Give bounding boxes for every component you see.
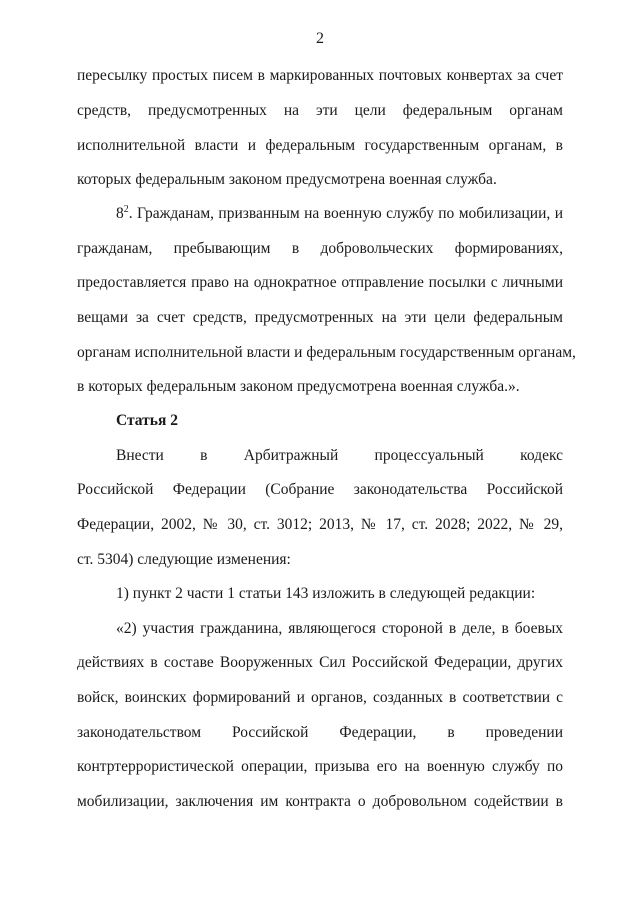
paragraph-2-line-1-text: . Гражданам, призванным на военную службу по мобилизации, и [128,205,563,222]
paragraph-2-line-1 [116,204,563,224]
page-number: 2 [316,30,324,47]
paragraph-3-line-4: ст. 5304) следующие изменения: [77,551,291,568]
paragraph-3-line-1: Внести в Арбитражный процессуальный кодекс [116,447,563,464]
paragraph-2-line-3: предоставляется право на однократное отправление посылки с личными [77,274,563,291]
paragraph-3-line-2: Российской Федерации (Собрание законодательства Российской [77,481,563,498]
paragraph-5-line-3: войск, воинских формирований и органов, созданных в соответствии с [77,689,563,706]
article-heading: Статья 2 [116,412,178,429]
paragraph-1-line-2: средств, предусмотренных на эти цели федеральным органам [77,102,563,119]
paragraph-4: 1) пункт 2 части 1 статьи 143 изложить в следующей редакции: [116,585,536,602]
paragraph-5-line-2: действиях в составе Вооруженных Сил Российской Федерации, других [77,654,563,671]
paragraph-2-line-4: вещами за счет средств, предусмотренных на эти цели федеральным [77,309,563,326]
paragraph-2-line-5: органам исполнительной власти и федеральным государственным органам, [77,344,576,361]
paragraph-2-line-6: в которых федеральным законом предусмотрена военная служба.». [77,378,520,395]
paragraph-2-line-2: гражданам, пребывающим в добровольческих формированиях, [77,240,563,257]
paragraph-3-line-3: Федерации, 2002, № 30, ст. 3012; 2013, № 17, ст. 2028; 2022, № 29, [77,516,563,533]
paragraph-1-line-3: исполнительной власти и федеральным государственным органам, в [77,137,563,154]
paragraph-1-line-1: пересылку простых писем в маркированных почтовых конвертах за счет [77,67,563,84]
paragraph-5-line-1: «2) участия гражданина, являющегося стороной в деле, в боевых [116,620,563,637]
paragraph-1-line-4: которых федеральным законом предусмотрена военная служба. [77,171,497,188]
paragraph-5-line-4: законодательством Российской Федерации, в проведении [77,724,563,741]
paragraph-5-line-6: мобилизации, заключения им контракта о добровольном содействии в [77,793,563,810]
paragraph-5-line-5: контртеррористической операции, призыва его на военную службу по [77,758,563,775]
item-number-superscript: 2 [123,204,129,215]
item-number: 8 [116,205,124,222]
